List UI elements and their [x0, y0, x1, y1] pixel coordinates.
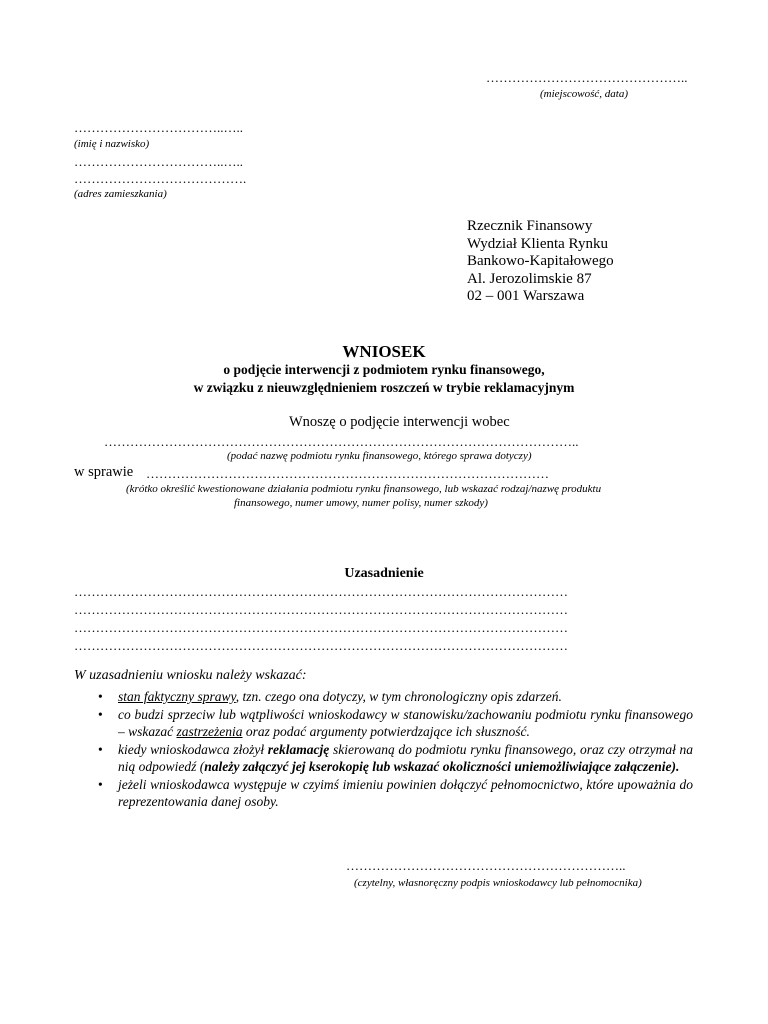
objection-text-a: co budzi sprzeciw lub wątpliwości wnioskodawcy w stanowisku/zachowaniu podmiotu rynku finansowego – wskazać [118, 706, 693, 739]
complaint-text-a: kiedy wnioskodawca złożył [118, 741, 268, 757]
sender-name-caption: (imię i nazwisko) [74, 138, 150, 150]
bullet-icon: • [98, 741, 103, 757]
objection-underlined: zastrzeżenia [176, 724, 243, 739]
recipient-line-3: Bankowo-Kapitałowego [467, 253, 614, 269]
objection-text-b: oraz podać argumenty potwierdzające ich słuszność. [242, 724, 530, 739]
recipient-line-5: 02 – 001 Warszawa [467, 288, 585, 304]
sender-address-dots-2: …………………………………. [74, 171, 247, 186]
facts-underlined: stan faktyczny sprawy [118, 689, 236, 704]
request-intro: Wnoszę o podjęcie interwencji wobec [289, 414, 510, 430]
justification-dots-4: …………………………………………………………………………………………………… [74, 638, 568, 653]
bullet-icon: • [98, 776, 103, 792]
justification-dots-2: …………………………………………………………………………………………………… [74, 602, 568, 617]
entity-caption: (podać nazwę podmiotu rynku finansowego, którego sprawa dotyczy) [227, 450, 532, 462]
instructions-intro: W uzasadnieniu wniosku należy wskazać: [74, 668, 307, 683]
sender-name-dots: ……………………………..….. [74, 120, 243, 135]
complaint-bold-2: należy załączyć jej kserokopię lub wskazać okoliczności uniemożliwiające załączenie). [204, 759, 680, 774]
document-subtitle-1: o podjęcie interwencji z podmiotem rynku finansowego, [223, 362, 545, 377]
recipient-line-4: Al. Jerozolimskie 87 [467, 270, 592, 287]
place-date-dots: ……………………………………….. [486, 70, 688, 85]
justification-dots-3: …………………………………………………………………………………………………… [74, 620, 568, 635]
instruction-item [96, 776, 693, 811]
bullet-icon: • [98, 689, 103, 704]
justification-dots-1: …………………………………………………………………………………………………… [74, 584, 568, 599]
signature-dots: ……………………………………………………….. [346, 858, 626, 873]
instruction-item [96, 741, 693, 776]
entity-dots: ……………………………………………………………………………………………….. [104, 434, 579, 449]
matter-dots: ………………………………………………………………………………… [146, 466, 549, 481]
sender-address-dots-1: ……………………………..….. [74, 154, 243, 169]
matter-label: w sprawie [74, 464, 134, 480]
matter-caption-2: finansowego, numer umowy, numer polisy, numer szkody) [234, 497, 488, 509]
power-of-attorney-text: jeżeli wnioskodawca występuje w czyimś imieniu powinien dołączyć pełnomocnictwo, które upoważnia do reprezentowania danej osoby. [118, 776, 693, 809]
matter-caption-1: (krótko określić kwestionowane działania podmiotu rynku finansowego, lub wskazać rodzaj/nazwę produktu [126, 483, 602, 495]
complaint-text-b: skierowaną do podmiotu rynku finansowego, oraz czy otrzymał na nią odpowiedź ( [118, 741, 693, 774]
sender-address-caption: (adres zamieszkania) [74, 188, 167, 200]
justification-title: Uzasadnienie [344, 566, 424, 581]
document-subtitle-2: w związku z nieuwzględnieniem roszczeń w trybie reklamacyjnym [193, 380, 575, 395]
bullet-icon: • [98, 706, 103, 722]
instructions-list [96, 688, 693, 811]
recipient-line-1: Rzecznik Finansowy [467, 218, 593, 234]
complaint-bold: reklamację [267, 741, 330, 757]
place-date-caption: (miejscowość, data) [540, 88, 628, 100]
instruction-item [96, 688, 693, 706]
recipient-line-2: Wydział Klienta Rynku [467, 235, 608, 252]
signature-caption: (czytelny, własnoręczny podpis wnioskodawcy lub pełnomocnika) [354, 877, 642, 889]
facts-text: , tzn. czego ona dotyczy, w tym chronologiczny opis zdarzeń. [235, 689, 562, 704]
instruction-item [96, 706, 693, 741]
recipient-address [467, 218, 614, 306]
document-title: WNIOSEK [342, 342, 426, 361]
